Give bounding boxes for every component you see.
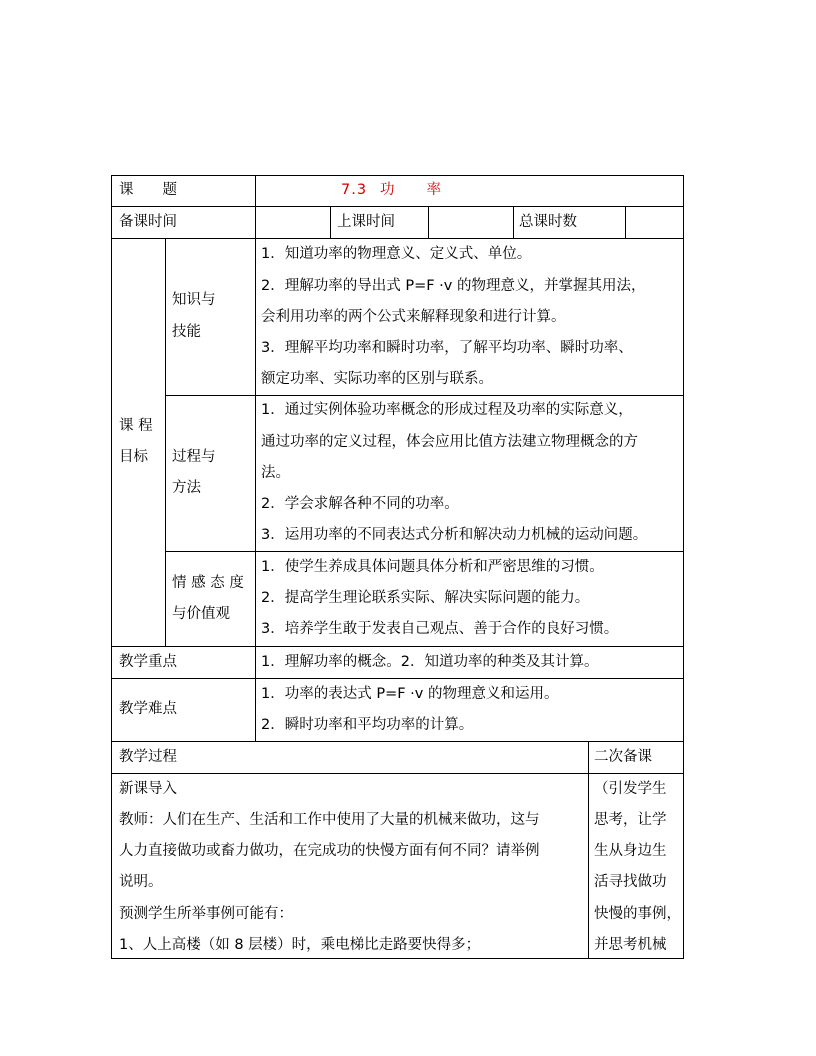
second-prep-note: 并思考机械 [594,937,667,953]
attitude-item: 3．培养学生敢于发表自己观点、善于合作的良好习惯。 [261,621,619,637]
row-divider [111,646,684,647]
attitude-item: 2．提高学生理论联系实际、解决实际问题的能力。 [261,590,590,606]
process-body-line: 说明。 [119,874,163,890]
knowledge-item: 3．理解平均功率和瞬时功率，了解平均功率、瞬时功率、 [261,340,633,356]
process-body-line: 1、人上高楼（如 8 层楼）时，乘电梯比走路要快得多； [119,937,481,953]
second-prep-note: 快慢的事例， [594,906,681,922]
column-divider [330,206,331,239]
column-divider [255,175,256,742]
column-divider [165,238,166,647]
row-divider [165,551,684,552]
knowledge-item: 额定功率、实际功率的区别与联系。 [261,371,493,387]
row-divider [165,395,684,396]
row-divider [111,741,684,742]
second-prep-note: （引发学生 [594,781,667,797]
process-label: 方法 [172,480,201,496]
teaching-process-label: 教学过程 [119,749,177,765]
row-divider [111,206,684,207]
objectives-label: 课 程 [119,418,153,434]
course-label: 课 题 [119,182,177,198]
objectives-label: 目标 [119,449,148,465]
difficulties-item: 2．瞬时功率和平均功率的计算。 [261,717,474,733]
key-points-label: 教学重点 [119,654,177,670]
attitude-label: 与价值观 [172,606,230,622]
process-body-line: 人力直接做功或畜力做功，在完成功的快慢方面有何不同？请举例 [119,843,540,859]
second-prep-note: 生从身边生 [594,843,667,859]
table-border-left [111,175,112,959]
process-body-line: 教师：人们在生产、生活和工作中使用了大量的机械来做功，这与 [119,812,540,828]
column-divider [625,206,626,239]
row-divider [111,238,684,239]
knowledge-item: 会利用功率的两个公式来解释现象和进行计算。 [261,309,566,325]
table-border-right [683,175,684,959]
lesson-number: 7.3 [341,182,368,198]
table-border-top [111,175,684,176]
process-item: 2．学会求解各种不同的功率。 [261,496,459,512]
column-divider [588,741,589,959]
process-item: 法。 [261,465,290,481]
second-prep-note: 思考，让学 [594,812,667,828]
difficulties-label: 教学难点 [119,701,177,717]
knowledge-label: 技能 [172,324,201,340]
prep-time-label: 备课时间 [119,214,177,230]
total-hours-label: 总课时数 [519,214,577,230]
attitude-item: 1．使学生养成具体问题具体分析和严密思维的习惯。 [261,559,604,575]
second-prep-note: 活寻找做功 [594,874,667,890]
column-divider [428,206,429,239]
process-item: 3．运用功率的不同表达式分析和解决动力机械的运动问题。 [261,527,648,543]
process-body-line: 预测学生所举事例可能有： [119,906,293,922]
process-body-line: 新课导入 [119,781,177,797]
process-item: 通过功率的定义过程，体会应用比值方法建立物理概念的方 [261,434,638,450]
attitude-label: 情 感 态 度 [172,575,244,591]
row-divider [111,678,684,679]
difficulties-item: 1．功率的表达式 P=F ·v 的物理意义和运用。 [261,686,559,702]
lesson-title: 功 率 [380,182,442,198]
process-label: 过程与 [172,449,216,465]
key-points-text: 1．理解功率的概念。2．知道功率的种类及其计算。 [261,654,599,670]
second-prep-label: 二次备课 [594,749,652,765]
column-divider [513,206,514,239]
table-border-bottom [111,958,684,959]
process-item: 1．通过实例体验功率概念的形成过程及功率的实际意义， [261,402,633,418]
row-divider [111,773,684,774]
class-time-label: 上课时间 [337,214,395,230]
knowledge-label: 知识与 [172,292,216,308]
knowledge-item: 2．理解功率的导出式 P=F ·v 的物理意义，并掌握其用法， [261,278,646,294]
knowledge-item: 1．知道功率的物理意义、定义式、单位。 [261,246,532,262]
